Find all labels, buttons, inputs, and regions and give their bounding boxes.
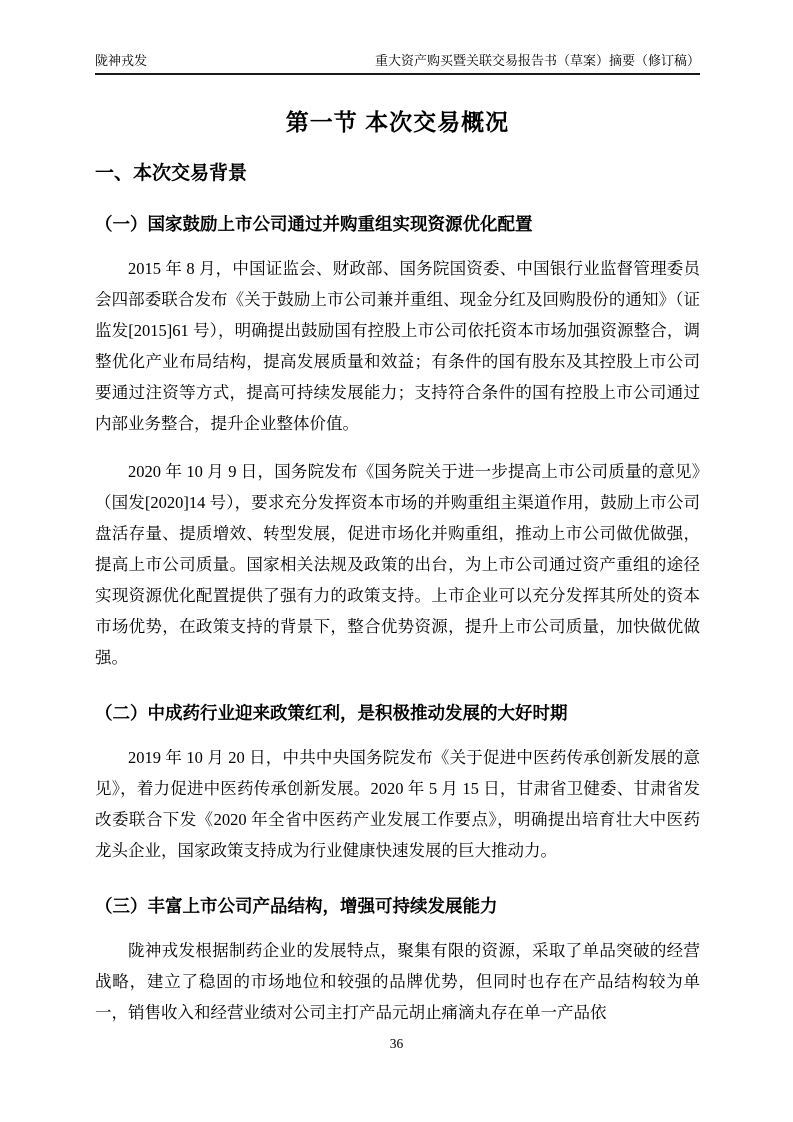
paragraph: 2020 年 10 月 9 日，国务院发布《国务院关于进一步提高上市公司质量的意见》（国发[2020]14 号），要求充分发挥资本市场的并购重组主渠道作用，鼓励上市公司盘活存量、提质增效、转型发展，促进市场化并购重组，推动上市公司做优做强，提高上市公司质量。国家相关法规及政策的出台，为上市公司通过资产重组的途径实现资源优化配置提供了强有力的政策支持。上市企业可以充分发挥其所处的资本市场优势，在政策支持的背景下，整合优势资源，提升上市公司质量，加快做优做强。	[95, 462, 700, 667]
paragraph: 2019 年 10 月 20 日，中共中央国务院发布《关于促进中医药传承创新发展的意见》，着力促进中医药传承创新发展。2020 年 5 月 15 日，甘肃省卫健委、甘肃省发改委联合下发《2020 年全省中医药产业发展工作要点》，明确提出培育壮大中医药龙头企业，国家政策支持成为行业健康快速发展的巨大推动力。	[95, 748, 700, 860]
header-company-name: 陇神戎发	[95, 53, 148, 68]
paragraph: 2015 年 8 月，中国证监会、财政部、国务院国资委、中国银行业监督管理委员会四部委联合发布《关于鼓励上市公司兼并重组、现金分红及回购股份的通知》（证监发[2015]61 号），明确提出鼓励国有控股上市公司依托资本市场加强资源整合，调整优化产业布局结构，提高发展质量和效益；有条件的国有股东及其控股上市公司要通过注资等方式，提高可持续发展能力；支持符合条件的国有控股上市公司通过内部业务整合，提升企业整体价值。	[95, 259, 700, 433]
running-header	[95, 52, 700, 75]
paragraph: 陇神戎发根据制药企业的发展特点，聚集有限的资源，采取了单品突破的经营战略，建立了稳固的市场地位和较强的品牌优势，但同时也存在产品结构较为单一，销售收入和经营业绩对公司主打产品元胡止痛滴丸存在单一产品依	[95, 941, 700, 1022]
subsection-1-heading: （一）国家鼓励上市公司通过并购重组实现资源优化配置	[95, 214, 533, 234]
chapter-title: 第一节 本次交易概况	[285, 109, 510, 135]
subsection-3-heading: （三）丰富上市公司产品结构，增强可持续发展能力	[95, 896, 498, 916]
subsection-2-heading: （二）中成药行业迎来政策红利，是积极推动发展的大好时期	[95, 703, 568, 723]
page-number: 36	[389, 1036, 404, 1051]
header-doc-title: 重大资产购买暨关联交易报告书（草案）摘要（修订稿）	[374, 53, 700, 68]
page-footer	[0, 1036, 793, 1052]
section-title: 一、本次交易背景	[95, 163, 248, 184]
document-content	[95, 0, 700, 1028]
